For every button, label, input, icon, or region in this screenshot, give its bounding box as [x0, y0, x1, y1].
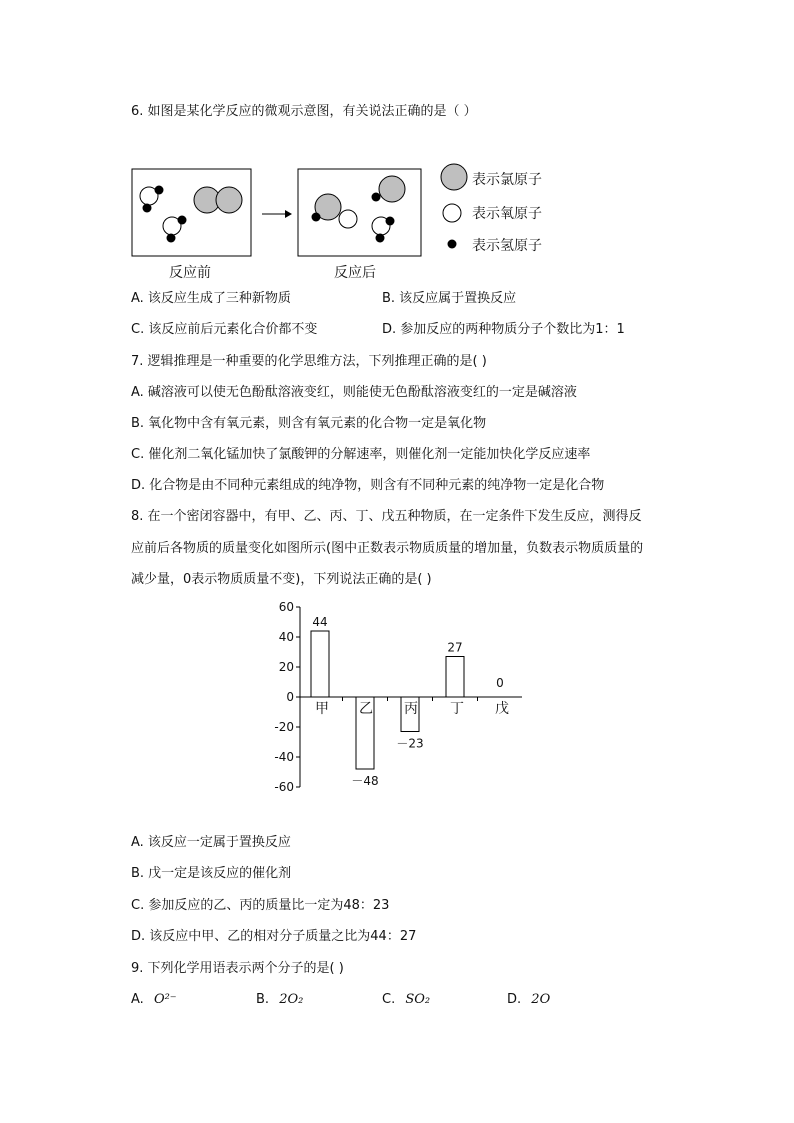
q9-stem: 9. 下列化学用语表示两个分子的是( ): [131, 961, 344, 976]
q9-option-b-formula: 2O₂: [279, 992, 304, 1007]
legend-hydrogen-icon: [448, 240, 457, 249]
value-label: 0: [496, 676, 504, 690]
q8-option-d: D. 该反应中甲、乙的相对分子质量之比为44：27: [131, 929, 417, 944]
q6-option-a: A. 该反应生成了三种新物质: [131, 291, 291, 306]
q6-option-d: D. 参加反应的两种物质分子个数比为1：1: [382, 322, 625, 337]
category-label: 乙: [359, 701, 373, 717]
category-label: 戊: [495, 701, 509, 717]
legend-hydrogen-label: 表示氢原子: [472, 238, 542, 254]
q8-option-c: C. 参加反应的乙、丙的质量比一定为48：23: [131, 898, 390, 913]
label-after: 反应后: [334, 265, 376, 281]
q7-option-d: D. 化合物是由不同种元素组成的纯净物，则含有不同种元素的纯净物一定是化合物: [131, 478, 605, 493]
q7-option-a: A. 碱溶液可以使无色酚酞溶液变红，则能使无色酚酞溶液变红的一定是碱溶液: [131, 385, 577, 400]
q9-option-d: [507, 991, 550, 1009]
q8-stem-line2: 应前后各物质的质量变化如图所示(图中正数表示物质质量的增加量，负数表示物质质量的: [131, 541, 644, 556]
q7-option-b: B. 氧化物中含有氧元素，则含有氧元素的化合物一定是氧化物: [131, 416, 487, 431]
q9-option-d-letter: D.: [507, 992, 522, 1007]
legend-chlorine-label: 表示氯原子: [472, 172, 542, 188]
q8-stem-line3: 减少量，0表示物质质量不变)，下列说法正确的是( ): [131, 572, 432, 587]
q9-option-a: [131, 991, 177, 1009]
chlorine-atom: [379, 176, 405, 202]
value-label: －48: [351, 774, 379, 788]
q6-stem: 6. 如图是某化学反应的微观示意图，有关说法正确的是（ ）: [131, 104, 477, 119]
q7-stem: 7. 逻辑推理是一种重要的化学思维方法，下列推理正确的是( ): [131, 354, 487, 369]
q9-option-a-formula: O²⁻: [153, 992, 177, 1007]
legend-chlorine-icon: [441, 164, 467, 190]
y-tick-label: 20: [278, 660, 294, 674]
bar-甲: [311, 631, 329, 697]
y-tick-label: -20: [274, 720, 294, 734]
q6-option-b: B. 该反应属于置换反应: [382, 291, 517, 306]
y-tick-label: 60: [278, 600, 294, 614]
legend-oxygen-label: 表示氧原子: [472, 206, 542, 222]
category-label: 丙: [404, 701, 418, 717]
q8-bar-chart: [260, 596, 540, 806]
legend-oxygen-icon: [443, 204, 461, 222]
category-label: 丁: [450, 701, 464, 717]
q8-stem-line1: 8. 在一个密闭容器中，有甲、乙、丙、丁、戊五种物质，在一定条件下发生反应，测得反: [131, 509, 642, 524]
hydrogen-atom: [155, 186, 164, 195]
chlorine-atom: [216, 187, 242, 213]
q7-option-c: C. 催化剂二氧化锰加快了氯酸钾的分解速率，则催化剂一定能加快化学反应速率: [131, 447, 591, 462]
y-tick-label: 0: [286, 690, 294, 704]
hydrogen-atom: [143, 204, 152, 213]
oxygen-atom: [339, 210, 357, 228]
y-tick-label: -40: [274, 750, 294, 764]
q9-option-c-formula: SO₂: [405, 992, 431, 1007]
q9-option-a-letter: A.: [131, 992, 144, 1007]
q9-option-d-formula: 2O: [531, 992, 551, 1007]
value-label: －23: [396, 736, 424, 751]
value-label: 44: [312, 615, 328, 629]
category-label: 甲: [315, 701, 329, 717]
q9-option-b: [256, 991, 303, 1009]
hydrogen-atom: [376, 234, 385, 243]
hydrogen-atom: [386, 217, 395, 226]
hydrogen-atom: [312, 213, 321, 222]
y-tick-label: -60: [274, 780, 294, 794]
q9-option-c-letter: C.: [382, 992, 396, 1007]
label-before: 反应前: [169, 265, 211, 281]
value-label: 27: [447, 640, 463, 655]
q8-option-b: B. 戊一定是该反应的催化剂: [131, 866, 292, 881]
hydrogen-atom: [178, 216, 187, 225]
q9-option-c: [382, 991, 430, 1009]
y-tick-label: 40: [278, 630, 294, 644]
hydrogen-atom: [167, 234, 176, 243]
q6-reaction-diagram: [120, 155, 580, 285]
q6-option-c: C. 该反应前后元素化合价都不变: [131, 322, 318, 337]
bar-丁: [446, 657, 464, 698]
q9-option-b-letter: B.: [256, 992, 270, 1007]
arrow-head: [285, 210, 292, 218]
hydrogen-atom: [372, 193, 381, 202]
q8-option-a: A. 该反应一定属于置换反应: [131, 835, 291, 850]
